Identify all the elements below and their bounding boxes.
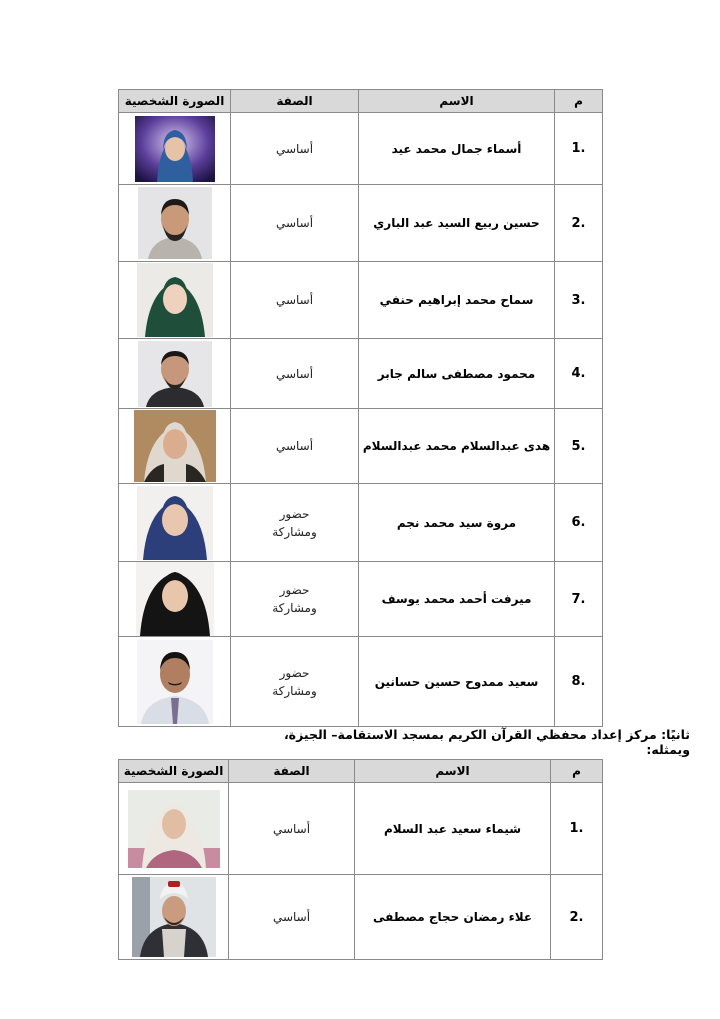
member-role: أساسي: [229, 875, 355, 960]
row-number: 8.: [555, 637, 603, 727]
member-name: سماح محمد إبراهيم حنفي: [359, 262, 555, 339]
row-number: 5.: [555, 409, 603, 484]
row-number: 6.: [555, 484, 603, 562]
table-row: [119, 484, 603, 562]
member-role-line: حضور: [279, 583, 310, 597]
member-role: أساسي: [231, 339, 359, 409]
header-photo: الصورة الشخصية: [119, 90, 231, 113]
member-role: [231, 562, 359, 637]
photo-cell: [119, 637, 231, 727]
member-name: شيماء سعيد عبد السلام: [355, 783, 551, 875]
header-role: الصفة: [231, 90, 359, 113]
member-role-line: حضور: [279, 506, 310, 521]
member-name: حسين ربيع السيد عبد الباري: [359, 185, 555, 262]
table-row: [119, 339, 603, 409]
member-name: علاء رمضان حجاج مصطفى: [355, 875, 551, 960]
member-role: أساسي: [231, 262, 359, 339]
member-name: أسماء جمال محمد عيد: [359, 113, 555, 185]
row-number: 7.: [555, 562, 603, 637]
portrait-male-icon: [138, 341, 212, 407]
photo-cell: [119, 262, 231, 339]
portrait-male-turban-icon: [132, 877, 216, 957]
members-table: [118, 89, 603, 727]
portrait-female-hijab-icon: [128, 790, 220, 868]
member-name: ميرفت أحمد محمد يوسف: [359, 562, 555, 637]
table-header-row: [119, 760, 603, 783]
photo-cell: [119, 113, 231, 185]
row-number: 1.: [555, 113, 603, 185]
portrait-male-icon: [138, 187, 212, 259]
photo-cell: [119, 339, 231, 409]
table-row: [119, 185, 603, 262]
row-number: 2.: [551, 875, 603, 960]
row-number: 1.: [551, 783, 603, 875]
header-name: الاسم: [359, 90, 555, 113]
member-role: [231, 637, 359, 727]
member-name: سعيد ممدوح حسين حسانين: [359, 637, 555, 727]
member-role: أساسي: [231, 409, 359, 484]
row-number: 2.: [555, 185, 603, 262]
header-num: م: [555, 90, 603, 113]
portrait-female-hijab-icon: [135, 116, 215, 182]
header-num: م: [551, 760, 603, 783]
member-role-line: ومشاركة: [272, 683, 317, 698]
header-name: الاسم: [355, 760, 551, 783]
member-role: [231, 484, 359, 562]
portrait-female-hijab-icon: [134, 410, 216, 482]
portrait-male-icon: [137, 640, 213, 724]
table-row: [119, 875, 603, 960]
members-table-2: [118, 759, 603, 960]
photo-cell: [119, 875, 229, 960]
header-photo: الصورة الشخصية: [119, 760, 229, 783]
row-number: 3.: [555, 262, 603, 339]
photo-cell: [119, 484, 231, 562]
section-heading: ثانيًا: مركز إعداد محفظي القرآن الكريم بمسجد الاستقامة– الجيزة، ويمثله:: [283, 727, 690, 757]
photo-cell: [119, 562, 231, 637]
member-role: أساسي: [229, 783, 355, 875]
member-role: أساسي: [231, 185, 359, 262]
photo-cell: [119, 409, 231, 484]
row-number: 4.: [555, 339, 603, 409]
member-name: هدى عبدالسلام محمد عبدالسلام: [359, 409, 555, 484]
table-row: [119, 783, 603, 875]
member-role-line: ومشاركة: [272, 524, 317, 539]
member-role-line: ومشاركة: [272, 601, 317, 615]
table-row: [119, 113, 603, 185]
member-role-line: حضور: [279, 665, 310, 680]
portrait-female-hijab-icon: [136, 562, 214, 636]
member-name: محمود مصطفى سالم جابر: [359, 339, 555, 409]
portrait-female-hijab-icon: [137, 263, 213, 337]
portrait-female-hijab-icon: [137, 486, 213, 560]
member-role: أساسي: [231, 113, 359, 185]
member-name: مروة سيد محمد نجم: [359, 484, 555, 562]
table-row: [119, 637, 603, 727]
photo-cell: [119, 185, 231, 262]
table-row: [119, 262, 603, 339]
header-role: الصفة: [229, 760, 355, 783]
table-header-row: [119, 90, 603, 113]
table-row: [119, 562, 603, 637]
table-row: [119, 409, 603, 484]
photo-cell: [119, 783, 229, 875]
